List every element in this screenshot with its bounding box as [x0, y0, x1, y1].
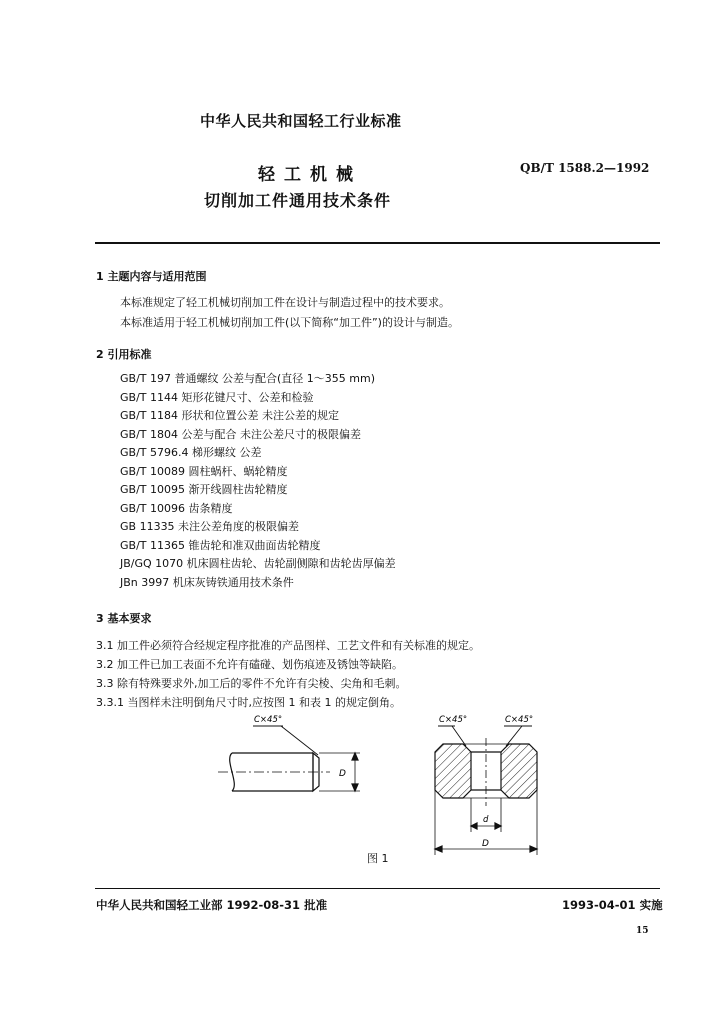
issuing-organization: 中华人民共和国轻工行业标准: [200, 112, 402, 130]
reference-item: GB/T 11365 锥齿轮和准双曲面齿轮精度: [120, 538, 321, 552]
reference-item: GB/T 5796.4 梯形螺纹 公差: [120, 446, 262, 459]
requirement-item: 3.3 除有特殊要求外,加工后的零件不允许有尖棱、尖角和毛刺。: [96, 677, 407, 690]
requirement-item: 3.1 加工件必须符合经规定程序批准的产品图样、工艺文件和有关标准的规定。: [96, 639, 480, 652]
figure-caption: 图 1: [367, 852, 389, 865]
requirement-item: 3.3.1 当图样未注明倒角尺寸时,应按图 1 和表 1 的规定倒角。: [96, 696, 401, 709]
dimension-label-D: D: [482, 839, 489, 849]
standard-number: QB/T 1588.2—1992: [520, 161, 650, 175]
reference-item: JBn 3997 机床灰铸铁通用技术条件: [120, 575, 294, 589]
chamfer-label: C×45°: [254, 715, 283, 725]
shaft-chamfer-view: [218, 726, 360, 791]
requirement-item: 3.2 加工件已加工表面不允许有磕碰、划伤痕迹及锈蚀等缺陷。: [96, 658, 403, 671]
reference-item: GB 11335 未注公差角度的极限偏差: [120, 520, 300, 533]
footer-rule: [95, 888, 660, 889]
chamfer-label: C×45°: [505, 715, 534, 725]
reference-item: GB/T 1804 公差与配合 未注公差尺寸的极限偏差: [120, 427, 361, 441]
document-subtitle: 切削加工件通用技术条件: [204, 191, 392, 210]
dimension-label-d: d: [483, 815, 489, 825]
effective-date: 1993-04-01 实施: [562, 898, 663, 912]
section-1-paragraph: 本标准适用于轻工机械切削加工件(以下简称“加工件”)的设计与制造。: [120, 316, 459, 329]
section-3-heading: 3 基本要求: [96, 612, 152, 625]
chamfer-label: C×45°: [439, 715, 468, 725]
page-number: 15: [636, 926, 649, 936]
reference-item: GB/T 10095 渐开线圆柱齿轮精度: [120, 483, 288, 496]
reference-item: GB/T 1144 矩形花键尺寸、公差和检验: [120, 390, 314, 404]
reference-item: JB/GQ 1070 机床圆柱齿轮、齿轮副侧隙和齿轮齿厚偏差: [120, 557, 396, 570]
reference-item: GB/T 1184 形状和位置公差 未注公差的规定: [120, 409, 339, 422]
approval-info: 中华人民共和国轻工业部 1992-08-31 批准: [96, 898, 328, 912]
section-1-heading: 1 主题内容与适用范围: [96, 270, 207, 283]
reference-item: GB/T 197 普通螺纹 公差与配合(直径 1～355 mm): [120, 372, 375, 385]
section-2-heading: 2 引用标准: [96, 348, 152, 361]
ring-section-view: [435, 726, 537, 855]
reference-item: GB/T 10089 圆柱蜗杆、蜗轮精度: [120, 464, 288, 478]
dimension-label-D: D: [339, 769, 346, 779]
reference-item: GB/T 10096 齿条精度: [120, 501, 233, 515]
document-title: 轻工机械: [258, 165, 362, 185]
section-1-paragraph: 本标准规定了轻工机械切削加工件在设计与制造过程中的技术要求。: [120, 296, 450, 309]
